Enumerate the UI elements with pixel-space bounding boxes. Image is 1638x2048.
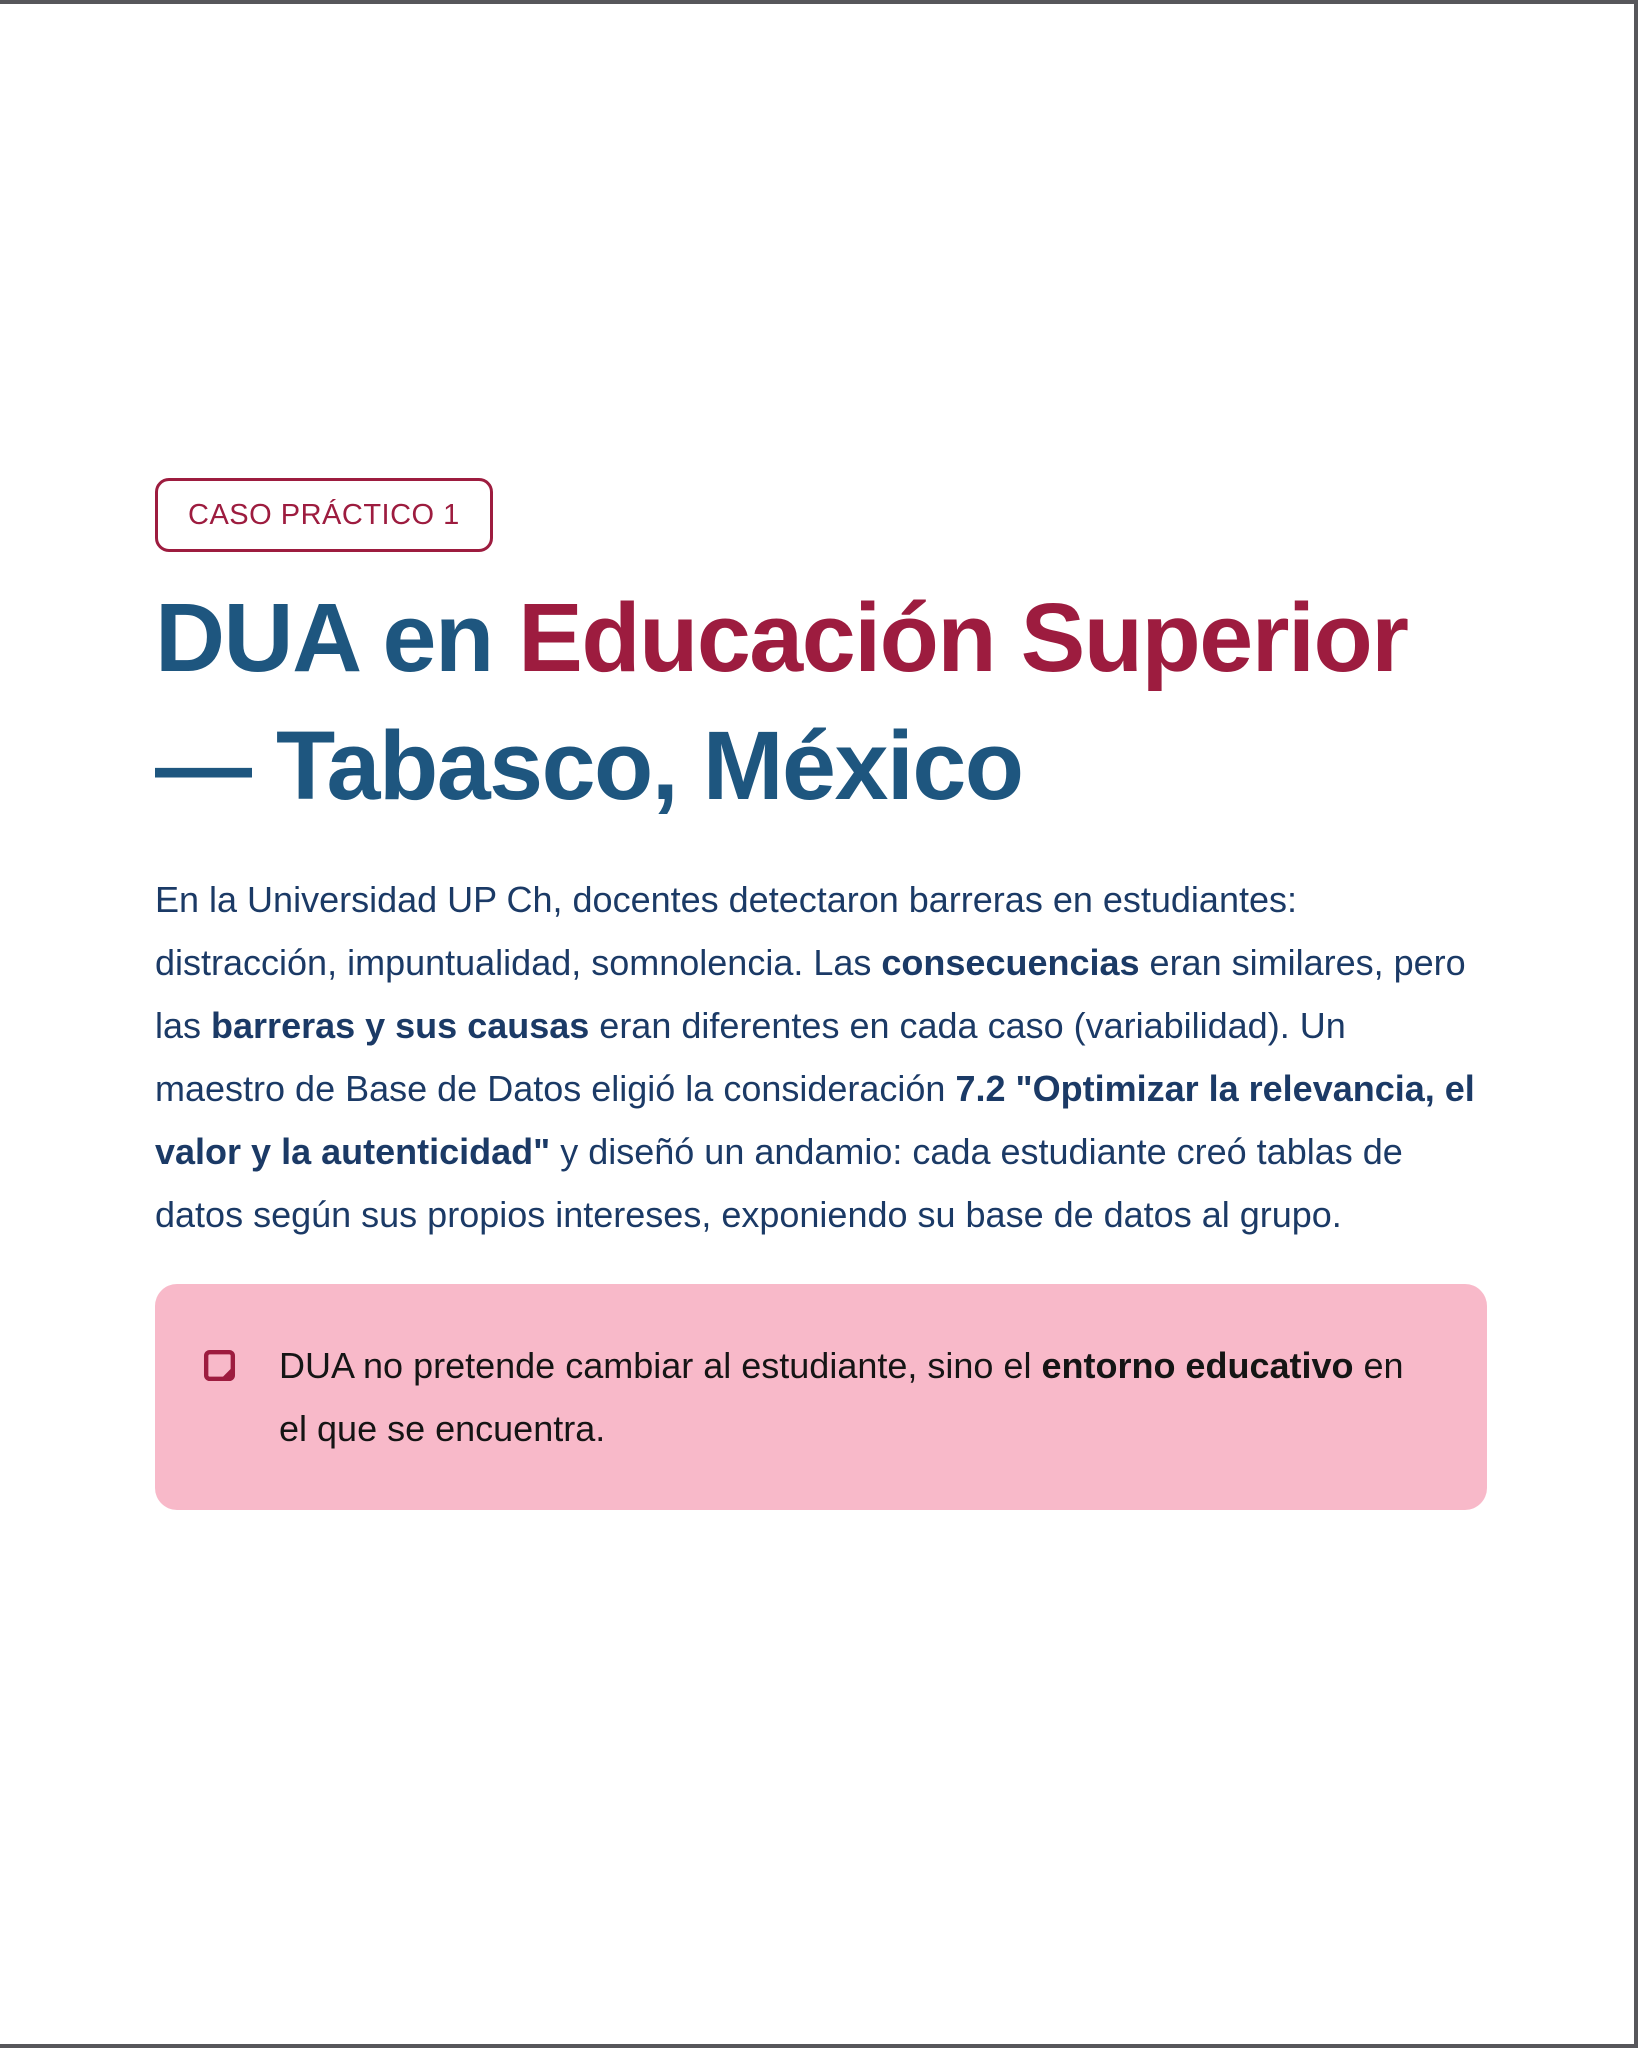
page-title: DUA en Educación Superior — Tabasco, México — [155, 583, 1408, 820]
case-study-badge: CASO PRÁCTICO 1 — [155, 478, 493, 552]
note-callout — [155, 1284, 1487, 1510]
sticky-note-icon — [200, 1346, 239, 1385]
note-text: DUA no pretende cambiar al estudiante, sino el entorno educativo en el que se encuentra. — [279, 1345, 1404, 1449]
page-content — [0, 4, 1634, 1510]
intro-paragraph: En la Universidad UP Ch, docentes detectaron barreras en estudiantes: distracción, impuntualidad, somnolencia. Las consecuencias eran similares, pero las barreras y sus causas eran diferentes en cada caso (variabilidad). Un maestro de Base de Datos eligió la consideración 7.2 "Optimizar la relevancia, el valor y la autenticidad" y diseñó un andamio: cada estudiante creó tablas de datos según sus propios intereses, exponiendo su base de datos al grupo. — [155, 879, 1475, 1235]
